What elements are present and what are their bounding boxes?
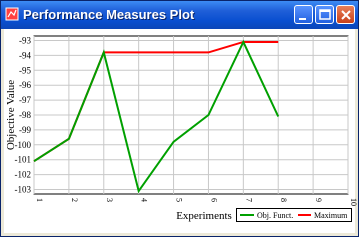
y-tick-label: -93: [19, 35, 31, 46]
legend-label-obj-funct: Obj. Funct.: [257, 211, 294, 220]
x-tick-label: 10: [349, 198, 358, 206]
x-tick-label: 6: [209, 198, 219, 202]
title-bar[interactable]: [1, 1, 358, 29]
maximize-icon: [316, 6, 335, 25]
x-tick-label: 2: [69, 198, 79, 202]
x-tick-label: 7: [244, 198, 254, 202]
window-title: Performance Measures Plot: [23, 7, 195, 22]
x-axis-label: Experiments: [176, 210, 232, 222]
y-tick-label: -99: [19, 124, 31, 135]
x-tick-label: 1: [35, 198, 44, 202]
x-tick-label: 5: [174, 198, 184, 202]
maximize-button[interactable]: [315, 5, 334, 24]
app-icon: [6, 8, 18, 20]
chart-area: [4, 29, 358, 233]
y-tick-label: -98: [19, 110, 31, 120]
close-button[interactable]: [336, 5, 355, 24]
x-tick-label: 9: [314, 198, 324, 202]
y-tick-label: -101: [14, 154, 31, 165]
legend-label-maximum: Maximum: [314, 211, 348, 220]
minimize-button[interactable]: [294, 5, 313, 24]
y-tick-label: -97: [19, 95, 31, 106]
x-tick-label: 8: [279, 198, 289, 202]
y-axis-label: Objective Value: [5, 79, 17, 151]
y-tick-label: -100: [14, 139, 31, 150]
x-tick-label: 4: [139, 198, 149, 202]
y-tick-label: -94: [19, 50, 31, 61]
close-icon: [337, 6, 356, 25]
y-tick-label: -103: [14, 184, 31, 195]
y-tick-label: -96: [19, 80, 31, 91]
y-tick-label: -95: [19, 65, 31, 76]
x-tick-label: 3: [104, 198, 114, 202]
legend: [236, 208, 352, 222]
y-tick-label: -102: [14, 169, 31, 180]
line-chart: [4, 29, 358, 233]
minimize-icon: [295, 6, 314, 25]
